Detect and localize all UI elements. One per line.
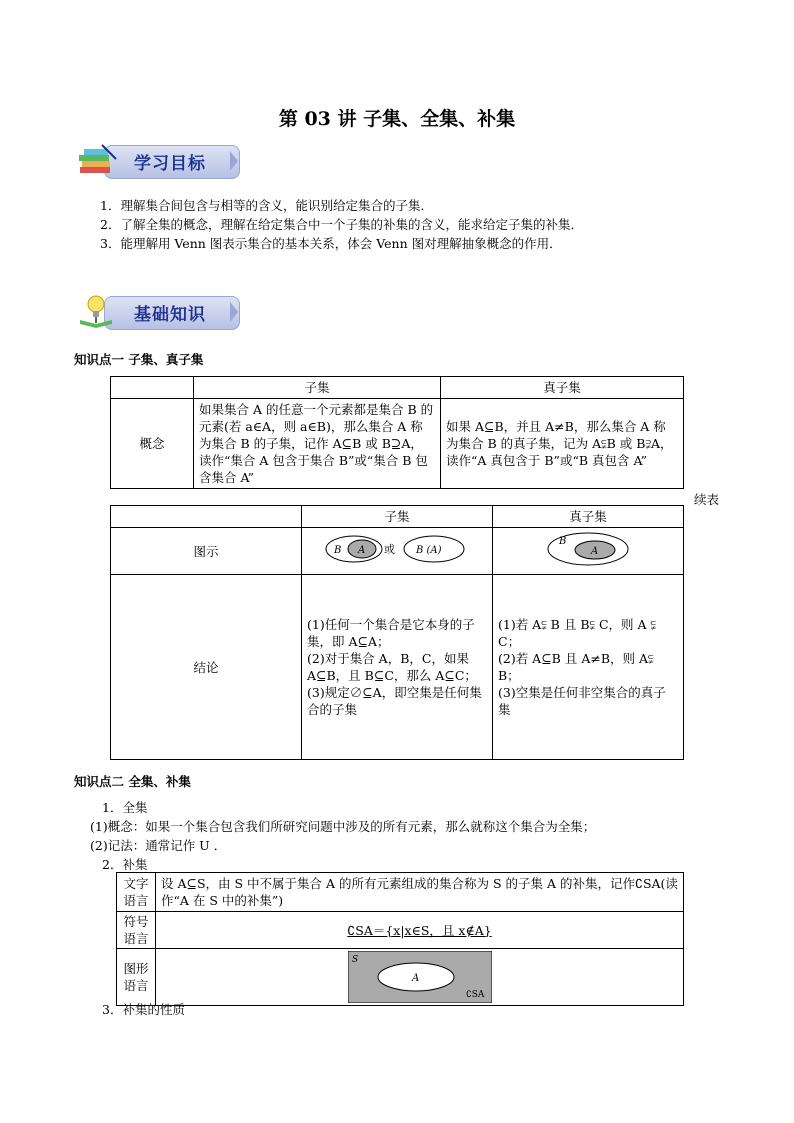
page-title: 第 03 讲 子集、全集、补集	[278, 108, 516, 130]
banner-title: 学习目标	[134, 154, 206, 174]
conclusion-item: (2)若 A⊆B 且 A≠B，则 A⫋ B；	[498, 651, 654, 683]
lightbulb-book-icon	[76, 292, 120, 332]
objective-item: 2．了解全集的概念，理解在给定集合中一个子集的补集的含义，能求给定子集的补集．	[100, 217, 583, 232]
header-subset: 子集	[302, 506, 493, 528]
conclusion-item: (3)规定∅⊆A，即空集是任何集合的子集	[307, 685, 482, 717]
subset-conclusion-cell	[302, 575, 493, 760]
venn-label-complement: ∁SA	[465, 990, 484, 1000]
objective-item: 3．能理解用 Venn 图表示集合的基本关系，体会 Venn 图对理解抽象概念的作用．	[100, 236, 562, 251]
subset-venn-cell	[302, 528, 493, 575]
row-label-text-language: 文字语言	[117, 873, 156, 912]
proper-subset-concept-text: 如果 A⊆B，并且 A≠B，那么集合 A 称为集合 B 的真子集，记为 A⫋B 或 B⫌A，读作“A 真包含于 B”或“B 真包含 A”	[441, 399, 684, 489]
proper-subset-venn-cell	[493, 528, 684, 575]
complement-text-definition: 设 A⊆S，由 S 中不属于集合 A 的所有元素组成的集合称为 S 的子集 A 的补集，记作∁SA(读作“A 在 S 中的补集”)	[156, 873, 684, 912]
venn-label-s: S	[351, 955, 358, 965]
venn-label-b: B	[334, 545, 342, 556]
header-proper-subset: 真子集	[493, 506, 684, 528]
venn-label-a: A	[411, 973, 419, 984]
header-subset: 子集	[194, 377, 441, 399]
row-label-graphic-language: 图形语言	[117, 949, 156, 1006]
proper-subset-conclusion-cell	[493, 575, 684, 760]
row-label-conclusion: 结论	[111, 575, 302, 760]
universal-set-notation: (2)记法：通常记作 U ．	[90, 838, 227, 853]
row-label-concept: 概念	[111, 399, 194, 489]
venn-label-a: A	[358, 545, 366, 556]
subset-concept-text: 如果集合 A 的任意一个元素都是集合 B 的元素(若 a∈A，则 a∈B)，那么集合 A 称为集合 B 的子集，记作 A⊆B 或 B⊇A，读作“集合 A 包含于集合 B”或“集合 B 包含集合 A”	[194, 399, 441, 489]
learning-goals-banner	[74, 141, 240, 181]
subset-diagram-table	[110, 505, 684, 760]
header-proper-subset: 真子集	[441, 377, 684, 399]
complement-properties-heading: 3．补集的性质	[102, 1002, 185, 1017]
basic-knowledge-banner	[74, 292, 240, 332]
complement-table	[116, 872, 684, 1006]
complement-symbol-definition: ∁SA＝{x|x∈S，且 x∉A}	[156, 912, 684, 949]
venn-label-ba: B (A)	[416, 545, 442, 556]
books-icon	[76, 141, 120, 181]
universal-set-concept: (1)概念：如果一个集合包含我们所研究问题中涉及的所有元素，那么就称这个集合为全集；	[90, 819, 596, 834]
conclusion-item: (3)空集是任何非空集合的真子集	[498, 685, 666, 717]
subset-venn-diagram	[322, 533, 472, 565]
complement-venn-diagram	[348, 951, 492, 1003]
universal-set-heading: 1．全集	[102, 800, 148, 815]
row-label-symbol-language: 符号语言	[117, 912, 156, 949]
conclusion-item: (1)任何一个集合是它本身的子集，即 A⊆A；	[307, 617, 475, 649]
complement-heading: 2．补集	[102, 857, 148, 872]
continued-label: 续表	[694, 492, 720, 507]
conclusion-item: (1)若 A⫋ B 且 B⫋ C，则 A ⫋ C；	[498, 617, 657, 649]
or-label: 或	[384, 543, 395, 556]
knowledge-point-2-title: 知识点二 全集、补集	[74, 774, 191, 789]
venn-label-a: A	[591, 546, 599, 557]
row-label-diagram: 图示	[111, 528, 302, 575]
subset-concept-table	[110, 376, 684, 489]
knowledge-point-1-title: 知识点一 子集、真子集	[74, 352, 204, 367]
objective-item: 1．理解集合间包含与相等的含义，能识别给定集合的子集．	[100, 198, 433, 213]
proper-subset-venn-diagram	[543, 530, 633, 568]
conclusion-item: (2)对于集合 A，B，C，如果 A⊆B，且 B⊆C，那么 A⊆C；	[307, 651, 477, 683]
complement-venn-cell	[156, 949, 684, 1006]
objectives-list	[100, 196, 583, 253]
venn-label-b: B	[559, 536, 567, 547]
banner-title: 基础知识	[134, 305, 206, 325]
